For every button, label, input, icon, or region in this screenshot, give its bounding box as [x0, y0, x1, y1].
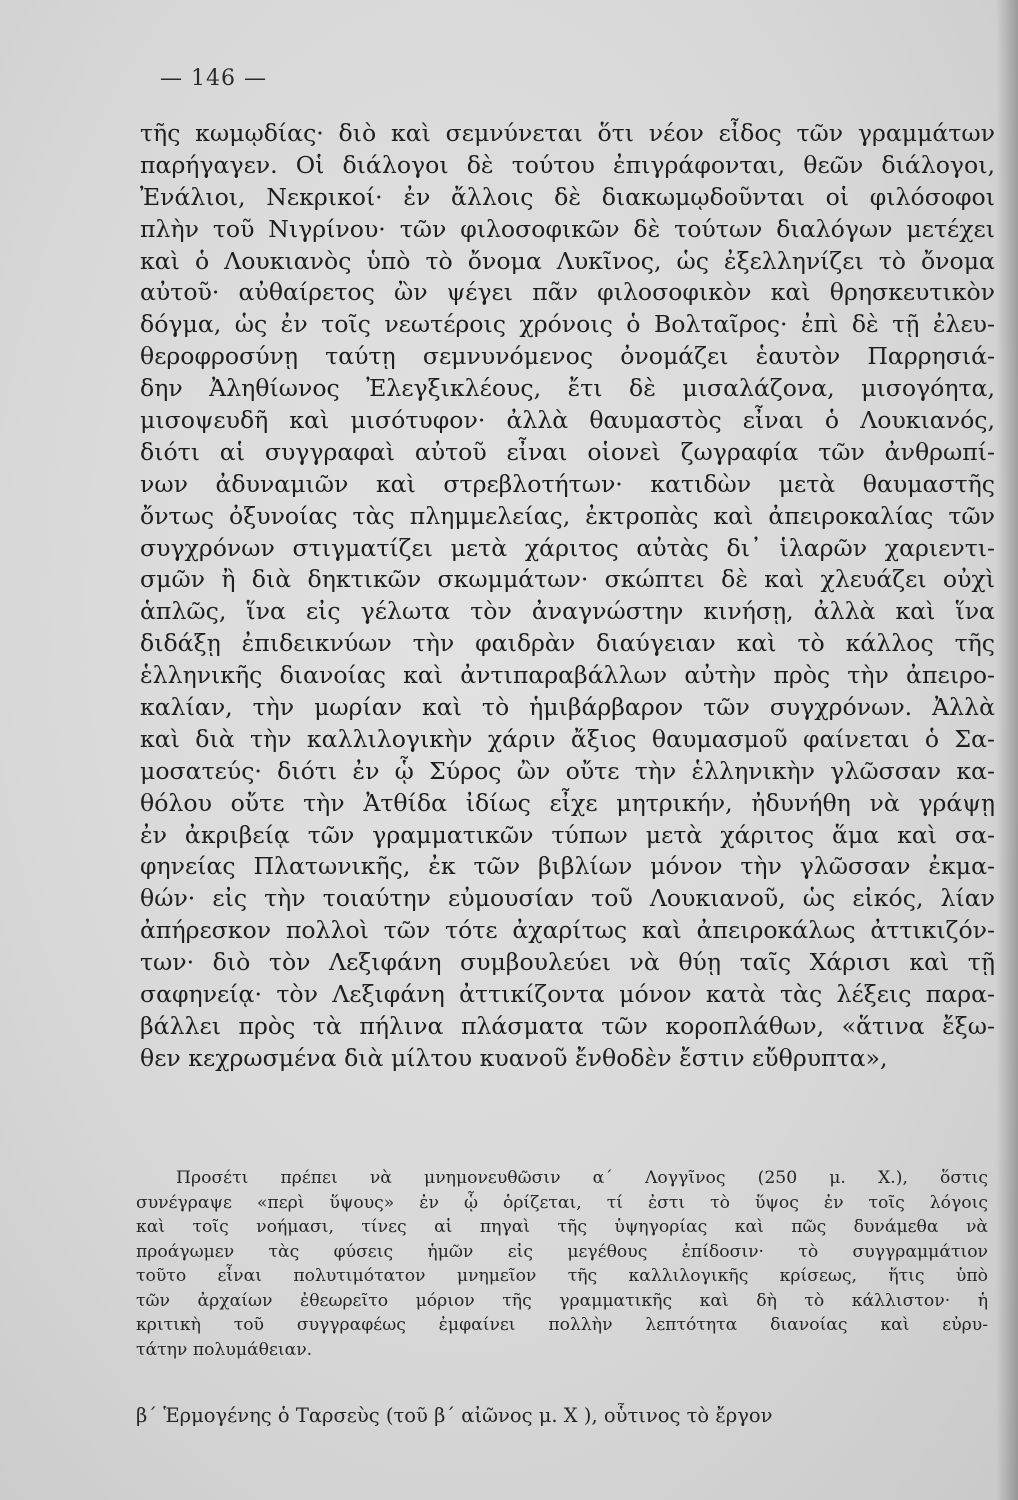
text-line: ἀπήρεσκον πολλοὶ τῶν τότε ἀχαρίτως καὶ ἀπειροκάλως ἀττικιζόν-: [140, 916, 995, 945]
text-line: καλίαν, τὴν μωρίαν καὶ τὸ ἡμιβάρβαρον τῶν συγχρόνων. Ἀλλὰ: [140, 693, 995, 722]
text-line: θόλου οὔτε τὴν Ἀτθίδα ἰδίως εἶχε μητρικήν, ἠδυνήθη νὰ γράψῃ: [140, 788, 995, 817]
footnote-line: συνέγραψε «περὶ ὕψους» ἐν ᾧ ὁρίζεται, τί ἐστι τὸ ὕψος ἐν τοῖς λόγοις: [136, 1192, 988, 1213]
text-line: θεροφροσύνῃ ταύτῃ σεμνυνόμενος ὀνομάζει ἑαυτὸν Παρρησιά-: [140, 342, 995, 371]
text-line: μισοψευδῆ καὶ μισότυφον· ἀλλὰ θαυμαστὸς εἶναι ὁ Λουκιανός,: [140, 406, 995, 435]
footnote-line: τάτην πολυμάθειαν.: [136, 1339, 313, 1360]
footnote-line: κριτικὴ τοῦ συγγραφέως ἐμφαίνει πολλὴν λεπτότητα διανοίας καὶ εὐρυ-: [136, 1315, 988, 1335]
text-line: σαφηνείᾳ· τὸν Λεξιφάνη ἀττικίζοντα μόνον κατὰ τὰς λέξεις παρα-: [140, 980, 995, 1009]
main-text-block: [140, 118, 995, 1075]
text-line: νων ἀδυναμιῶν καὶ στρεβλοτήτων· κατιδὼν μετὰ θαυμαστῆς: [140, 469, 995, 498]
text-line: θών· εἰς τὴν τοιαύτην εὐμουσίαν τοῦ Λουκιανοῦ, ὡς εἰκός, λίαν: [140, 884, 995, 913]
text-line: μοσατεύς· διότι ἐν ᾧ Σύρος ὢν οὔτε τὴν ἑλληνικὴν γλῶσσαν κα-: [140, 756, 995, 785]
footnote-line: β΄ Ἑρμογένης ὁ Ταρσεὺς (τοῦ β΄ αἰῶνος μ. Χ ), οὗτινος τὸ ἔργον: [136, 1404, 773, 1427]
text-line: δόγμα, ὡς ἐν τοῖς νεωτέροις χρόνοις ὁ Βολταῖρος· ἐπὶ δὲ τῇ ἐλευ-: [140, 310, 995, 339]
footnote-line: τῶν ἀρχαίων ἐθεωρεῖτο μόριον τῆς γραμματικῆς καὶ δὴ τὸ κάλλιστον· ἡ: [136, 1290, 988, 1311]
text-line: τῆς κωμῳδίας· διὸ καὶ σεμνύνεται ὅτι νέον εἶδος τῶν γραμμάτων: [140, 119, 995, 147]
text-line: Ἐνάλιοι, Νεκρικοί· ἐν ἄλλοις δὲ διακωμῳδοῦνται οἱ φιλόσοφοι: [140, 182, 995, 211]
text-line: ἐν ἀκριβείᾳ τῶν γραμματικῶν τύπων μετὰ χάριτος ἅμα καὶ σα-: [140, 820, 995, 849]
text-line: συγχρόνων στιγματίζει μετὰ χάριτος αὐτὰς δι᾿ ἱλαρῶν χαριεντι-: [140, 533, 995, 562]
text-line: παρήγαγεν. Οἱ διάλογοι δὲ τούτου ἐπιγράφονται, θεῶν διάλογοι,: [140, 150, 995, 179]
text-line: καὶ ὁ Λουκιανὸς ὑπὸ τὸ ὄνομα Λυκῖνος, ὡς ἐξελληνίζει τὸ ὄνομα: [140, 246, 995, 275]
text-line: σμῶν ἢ διὰ δηκτικῶν σκωμμάτων· σκώπτει δὲ καὶ χλευάζει οὐχὶ: [140, 565, 995, 594]
text-line: των· διὸ τὸν Λεξιφάνη συμβουλεύει νὰ θύῃ ταῖς Χάρισι καὶ τῇ: [140, 948, 995, 977]
text-line: διότι αἱ συγγραφαὶ αὐτοῦ εἶναι οἱονεὶ ζωγραφία τῶν ἀνθρωπί-: [140, 437, 995, 466]
text-line: καὶ διὰ τὴν καλλιλογικὴν χάριν ἄξιος θαυμασμοῦ φαίνεται ὁ Σα-: [140, 724, 995, 753]
text-line: ἁπλῶς, ἵνα εἰς γέλωτα τὸν ἀναγνώστην κινήσῃ, ἀλλὰ καὶ ἵνα: [140, 597, 995, 626]
text-line: αὐτοῦ· αὐθαίρετος ὢν ψέγει πᾶν φιλοσοφικὸν καὶ θρησκευτικὸν: [140, 278, 995, 307]
text-line: διδάξῃ ἐπιδεικνύων τὴν φαιδρὰν διαύγειαν καὶ τὸ κάλλος τῆς: [140, 629, 995, 658]
footnote-block: [136, 1166, 988, 1362]
footnote-line: τοῦτο εἶναι πολυτιμότατον μνημεῖον τῆς καλλιλογικῆς κρίσεως, ἥτις ὑπὸ: [136, 1266, 988, 1286]
page-number: — 146 —: [160, 66, 267, 91]
footnote-b-line: [136, 1403, 988, 1429]
text-line: θεν κεχρωσμένα διὰ μίλτου κυανοῦ ἔνθοδὲν ἔστιν εὔθρυπτα»,: [140, 1043, 888, 1072]
text-line: πλὴν τοῦ Νιγρίνου· τῶν φιλοσοφικῶν δὲ τούτων διαλόγων μετέχει: [140, 214, 995, 243]
text-line: βάλλει πρὸς τὰ πήλινα πλάσματα τῶν κοροπλάθων, «ἅτινα ἔξω-: [140, 1011, 995, 1040]
text-line: ὄντως ὀξυνοίας τὰς πλημμελείας, ἐκτροπὰς καὶ ἀπειροκαλίας τῶν: [140, 501, 995, 530]
text-line: δην Ἀληθίωνος Ἐλεγξικλέους, ἔτι δὲ μισαλάζονα, μισογόητα,: [140, 374, 995, 403]
footnote-line: προάγωμεν τὰς φύσεις ἡμῶν εἰς μεγέθους ἐπίδοσιν· τὸ συγγραμμάτιον: [136, 1241, 988, 1262]
text-line: ἑλληνικῆς διανοίας καὶ ἀντιπαραβάλλων αὐτὴν πρὸς τὴν ἀπειρο-: [140, 661, 995, 690]
footnote-line: Προσέτι πρέπει νὰ μνημονευθῶσιν α΄ Λογγῖνος (250 μ. Χ.), ὅστις: [176, 1168, 988, 1188]
page-edge-shadow: [996, 0, 1018, 1500]
text-line: φηνείας Πλατωνικῆς, ἐκ τῶν βιβλίων μόνον τὴν γλῶσσαν ἐκμα-: [140, 852, 995, 881]
footnote-line: καὶ τοῖς νοήμασι, τίνες αἱ πηγαὶ τῆς ὑψηγορίας καὶ πῶς δυνάμεθα νὰ: [136, 1217, 988, 1237]
